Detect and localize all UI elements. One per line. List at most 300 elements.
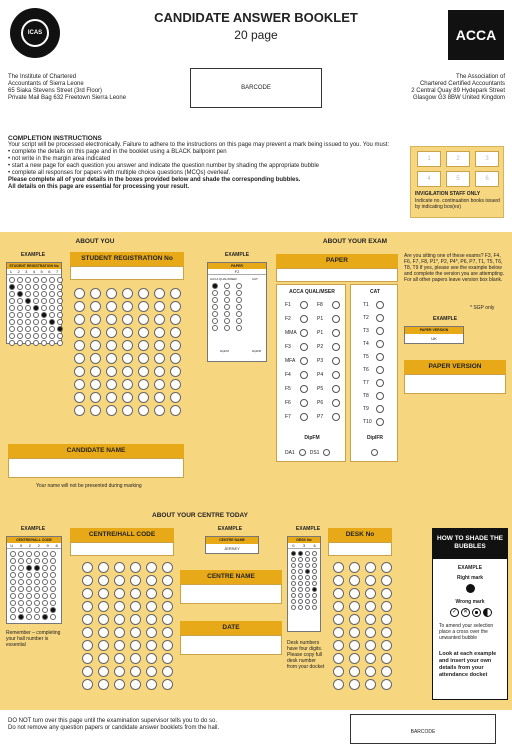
answer-bubble[interactable] [98, 653, 109, 664]
invigilation-box[interactable]: 2 [446, 151, 470, 167]
answer-bubble[interactable] [106, 301, 117, 312]
answer-bubble[interactable] [74, 353, 85, 364]
answer-bubble[interactable] [333, 575, 344, 586]
answer-bubble[interactable] [349, 653, 360, 664]
acca-paper-label: P4 [317, 372, 324, 378]
centre-code-char: 9 [46, 543, 49, 548]
answer-bubble [298, 551, 303, 556]
answer-bubble[interactable] [98, 614, 109, 625]
answer-bubble[interactable] [154, 379, 165, 390]
acca-paper-row [285, 329, 346, 337]
cat-paper-bubble[interactable] [376, 418, 384, 426]
acca-paper-bubble[interactable] [332, 301, 340, 309]
exam-example-value: F2 [208, 269, 266, 275]
answer-bubble[interactable] [98, 640, 109, 651]
answer-bubble[interactable] [82, 653, 93, 664]
cat-paper-bubble[interactable] [376, 392, 384, 400]
date-field[interactable] [180, 635, 282, 655]
desk-example-label: EXAMPLE [295, 526, 321, 532]
answer-bubble[interactable] [170, 288, 181, 299]
answer-bubble [26, 565, 32, 571]
answer-bubble [50, 558, 56, 564]
answer-bubble [49, 319, 55, 325]
answer-bubble[interactable] [130, 614, 141, 625]
answer-bubble[interactable] [170, 327, 181, 338]
answer-bubble[interactable] [349, 640, 360, 651]
cat-paper-label: T3 [363, 328, 369, 334]
answer-bubble[interactable] [154, 392, 165, 403]
answer-bubble [57, 284, 63, 290]
answer-bubble[interactable] [98, 575, 109, 586]
acca-paper-bubble[interactable] [332, 399, 340, 407]
answer-bubble[interactable] [74, 379, 85, 390]
answer-bubble[interactable] [138, 405, 149, 416]
answer-bubble [18, 607, 24, 613]
answer-bubble [41, 277, 47, 283]
answer-bubble[interactable] [106, 392, 117, 403]
answer-bubble [305, 563, 310, 568]
answer-bubble[interactable] [90, 327, 101, 338]
centre-name-field[interactable] [180, 584, 282, 604]
answer-bubble[interactable] [98, 588, 109, 599]
answer-bubble[interactable] [333, 562, 344, 573]
answer-bubble[interactable] [98, 562, 109, 573]
answer-bubble[interactable] [122, 366, 133, 377]
answer-bubble[interactable] [365, 666, 376, 677]
answer-bubble [49, 305, 55, 311]
answer-bubble [42, 565, 48, 571]
answer-bubble[interactable] [349, 588, 360, 599]
answer-bubble[interactable] [90, 314, 101, 325]
answer-bubble[interactable] [162, 562, 173, 573]
answer-bubble[interactable] [381, 640, 392, 651]
centre-example-code [7, 543, 61, 549]
answer-bubble[interactable] [138, 366, 149, 377]
answer-bubble[interactable] [130, 562, 141, 573]
answer-bubble[interactable] [122, 301, 133, 312]
answer-bubble[interactable] [122, 379, 133, 390]
answer-bubble[interactable] [82, 588, 93, 599]
answer-bubble[interactable] [154, 327, 165, 338]
acca-paper-bubble[interactable] [300, 385, 308, 393]
address-line: The Institute of Chartered [8, 74, 77, 80]
answer-bubble[interactable] [170, 405, 181, 416]
answer-bubble[interactable] [138, 392, 149, 403]
cat-paper-bubble[interactable] [376, 353, 384, 361]
answer-bubble[interactable] [130, 627, 141, 638]
answer-bubble[interactable] [365, 601, 376, 612]
acca-paper-bubble[interactable] [300, 357, 308, 365]
answer-bubble[interactable] [162, 575, 173, 586]
answer-bubble [26, 600, 32, 606]
answer-bubble[interactable] [170, 392, 181, 403]
answer-bubble[interactable] [82, 666, 93, 677]
answer-bubble [57, 312, 63, 318]
page-subtitle: 20 page [234, 28, 278, 42]
answer-bubble[interactable] [146, 575, 157, 586]
answer-bubble[interactable] [146, 653, 157, 664]
answer-bubble[interactable] [106, 379, 117, 390]
acca-paper-bubble[interactable] [332, 357, 340, 365]
answer-bubble[interactable] [146, 562, 157, 573]
answer-bubble[interactable] [130, 653, 141, 664]
answer-bubble [49, 312, 55, 318]
answer-bubble[interactable] [146, 588, 157, 599]
answer-bubble[interactable] [333, 666, 344, 677]
answer-bubble[interactable] [114, 640, 125, 651]
answer-bubble [305, 557, 310, 562]
answer-bubble[interactable] [162, 614, 173, 625]
answer-bubble[interactable] [114, 679, 125, 690]
answer-bubble[interactable] [146, 679, 157, 690]
answer-bubble[interactable] [333, 653, 344, 664]
answer-bubble[interactable] [138, 327, 149, 338]
answer-bubble[interactable] [130, 575, 141, 586]
answer-bubble[interactable] [162, 601, 173, 612]
answer-bubble[interactable] [365, 653, 376, 664]
answer-bubble[interactable] [106, 340, 117, 351]
answer-bubble [33, 291, 39, 297]
cat-paper-row [363, 301, 384, 309]
invigilation-box[interactable]: 6 [475, 171, 499, 187]
address-line: Accountants of Sierra Leone [8, 81, 84, 87]
answer-bubble [18, 558, 24, 564]
shade-amend: To amend your selection place a cross over the unwanted bubble [439, 623, 494, 641]
answer-bubble[interactable] [349, 601, 360, 612]
answer-bubble[interactable] [333, 627, 344, 638]
answer-bubble[interactable] [98, 601, 109, 612]
answer-bubble[interactable] [381, 575, 392, 586]
answer-bubble[interactable] [162, 666, 173, 677]
cat-paper-bubble[interactable] [376, 379, 384, 387]
answer-bubble[interactable] [333, 601, 344, 612]
answer-bubble[interactable] [114, 575, 125, 586]
invigilation-box[interactable]: 3 [475, 151, 499, 167]
answer-bubble[interactable] [122, 353, 133, 364]
answer-bubble[interactable] [114, 562, 125, 573]
answer-bubble[interactable] [114, 653, 125, 664]
answer-bubble[interactable] [74, 405, 85, 416]
answer-bubble[interactable] [90, 379, 101, 390]
example-label: EXAMPLE [20, 252, 46, 258]
centre-code-char: 8 [55, 543, 58, 548]
answer-bubble[interactable] [170, 379, 181, 390]
answer-bubble[interactable] [365, 562, 376, 573]
invigilation-box[interactable]: 4 [417, 171, 441, 187]
answer-bubble[interactable] [82, 614, 93, 625]
answer-bubble[interactable] [82, 575, 93, 586]
answer-bubble [305, 581, 310, 586]
answer-bubble[interactable] [170, 301, 181, 312]
answer-bubble[interactable] [82, 627, 93, 638]
answer-bubble [212, 304, 218, 310]
cat-paper-bubble[interactable] [376, 340, 384, 348]
answer-bubble [298, 599, 303, 604]
example-digit: 2 [17, 269, 20, 274]
answer-bubble [236, 304, 242, 310]
answer-bubble[interactable] [90, 366, 101, 377]
answer-bubble[interactable] [138, 301, 149, 312]
answer-bubble[interactable] [122, 327, 133, 338]
answer-bubble[interactable] [138, 288, 149, 299]
answer-bubble[interactable] [74, 340, 85, 351]
acca-paper-bubble[interactable] [300, 399, 308, 407]
answer-bubble [34, 607, 40, 613]
answer-bubble [305, 575, 310, 580]
acca-paper-row [285, 343, 346, 351]
answer-bubble [25, 319, 31, 325]
version-example-box [404, 326, 464, 344]
answer-bubble[interactable] [122, 392, 133, 403]
dipifr-bubble[interactable] [371, 449, 378, 456]
answer-bubble[interactable] [170, 340, 181, 351]
answer-bubble[interactable] [138, 379, 149, 390]
answer-bubble[interactable] [138, 353, 149, 364]
answer-bubble[interactable] [349, 627, 360, 638]
answer-bubble[interactable] [90, 392, 101, 403]
answer-bubble[interactable] [106, 314, 117, 325]
desk-example-digits [288, 543, 320, 549]
answer-bubble[interactable] [365, 575, 376, 586]
answer-bubble[interactable] [349, 562, 360, 573]
acca-paper-row [285, 357, 346, 365]
answer-bubble[interactable] [90, 405, 101, 416]
answer-bubble[interactable] [162, 627, 173, 638]
cat-paper-row [363, 353, 384, 361]
answer-bubble [33, 333, 39, 339]
answer-bubble[interactable] [170, 314, 181, 325]
answer-bubble[interactable] [162, 588, 173, 599]
answer-bubble[interactable] [74, 392, 85, 403]
answer-bubble[interactable] [74, 301, 85, 312]
answer-bubble[interactable] [381, 588, 392, 599]
answer-bubble[interactable] [90, 288, 101, 299]
answer-bubble[interactable] [74, 288, 85, 299]
centre-example-head: CENTRE/HALL CODE [7, 537, 61, 543]
answer-bubble[interactable] [106, 353, 117, 364]
cat-paper-bubble[interactable] [376, 301, 384, 309]
acca-paper-bubble[interactable] [300, 343, 308, 351]
exam-example-col3: DipFM [220, 349, 229, 353]
candidate-name-title: CANDIDATE NAME [8, 444, 184, 458]
icas-logo-inner: ICAS [21, 19, 49, 47]
answer-bubble [42, 614, 48, 620]
answer-bubble [34, 600, 40, 606]
acca-paper-label: P1 [317, 316, 324, 322]
answer-bubble[interactable] [74, 366, 85, 377]
answer-bubble[interactable] [106, 288, 117, 299]
answer-bubble[interactable] [130, 666, 141, 677]
answer-bubble[interactable] [114, 601, 125, 612]
answer-bubble[interactable] [114, 627, 125, 638]
answer-bubble[interactable] [365, 614, 376, 625]
answer-bubble[interactable] [130, 679, 141, 690]
answer-bubble[interactable] [82, 679, 93, 690]
address-line: Chartered Certified Accountants [419, 81, 505, 87]
answer-bubble [9, 284, 15, 290]
wrong-mark-bubble: ✕ [462, 609, 469, 615]
answer-bubble[interactable] [106, 327, 117, 338]
answer-bubble [224, 290, 230, 296]
answer-bubble[interactable] [365, 679, 376, 690]
answer-bubble[interactable] [114, 588, 125, 599]
answer-bubble[interactable] [381, 679, 392, 690]
answer-bubble[interactable] [349, 679, 360, 690]
answer-bubble[interactable] [130, 588, 141, 599]
answer-bubble[interactable] [154, 353, 165, 364]
answer-bubble[interactable] [349, 666, 360, 677]
answer-bubble[interactable] [146, 666, 157, 677]
cat-paper-row [363, 327, 384, 335]
acca-paper-bubble[interactable] [300, 315, 308, 323]
answer-bubble [57, 319, 63, 325]
answer-bubble [18, 565, 24, 571]
acca-paper-bubble[interactable] [332, 371, 340, 379]
answer-bubble[interactable] [106, 366, 117, 377]
desk-example-head: DESK No [288, 537, 320, 543]
acca-paper-bubble[interactable] [300, 301, 308, 309]
answer-bubble[interactable] [130, 640, 141, 651]
cat-paper-label: T1 [363, 302, 369, 308]
answer-bubble[interactable] [333, 614, 344, 625]
cat-paper-label: T10 [363, 419, 372, 425]
answer-bubble[interactable] [74, 327, 85, 338]
answer-bubble[interactable] [381, 653, 392, 664]
candidate-name-field[interactable] [8, 458, 184, 478]
answer-bubble [41, 312, 47, 318]
answer-bubble[interactable] [82, 640, 93, 651]
invigilation-box[interactable]: 5 [446, 171, 470, 187]
answer-bubble[interactable] [122, 340, 133, 351]
cat-paper-bubble[interactable] [376, 327, 384, 335]
answer-bubble[interactable] [365, 627, 376, 638]
answer-bubble[interactable] [381, 666, 392, 677]
answer-bubble[interactable] [365, 588, 376, 599]
cat-paper-bubble[interactable] [376, 366, 384, 374]
answer-bubble[interactable] [122, 314, 133, 325]
answer-bubble [26, 579, 32, 585]
answer-bubble[interactable] [98, 679, 109, 690]
acca-paper-bubble[interactable] [332, 385, 340, 393]
answer-bubble[interactable] [154, 405, 165, 416]
answer-bubble [312, 605, 317, 610]
answer-bubble[interactable] [154, 366, 165, 377]
about-you-title: ABOUT YOU [75, 238, 115, 245]
answer-bubble[interactable] [154, 301, 165, 312]
answer-bubble [10, 579, 16, 585]
answer-bubble [42, 607, 48, 613]
answer-bubble[interactable] [82, 562, 93, 573]
acca-paper-label: P1 [317, 330, 324, 336]
answer-bubble[interactable] [349, 614, 360, 625]
answer-bubble[interactable] [381, 562, 392, 573]
answer-bubble[interactable] [82, 601, 93, 612]
answer-bubble[interactable] [365, 640, 376, 651]
answer-bubble[interactable] [122, 405, 133, 416]
answer-bubble[interactable] [146, 640, 157, 651]
invigilation-box[interactable]: 1 [417, 151, 441, 167]
answer-bubble[interactable] [90, 301, 101, 312]
acca-paper-bubble[interactable] [332, 343, 340, 351]
centre-name-example-label: EXAMPLE [217, 526, 243, 532]
acca-paper-label: F6 [285, 400, 291, 406]
answer-bubble[interactable] [170, 353, 181, 364]
answer-bubble[interactable] [74, 314, 85, 325]
acca-paper-bubble[interactable] [332, 315, 340, 323]
answer-bubble[interactable] [170, 366, 181, 377]
paper-version-field[interactable] [404, 374, 506, 394]
acca-paper-bubble[interactable] [300, 371, 308, 379]
answer-bubble[interactable] [333, 640, 344, 651]
answer-bubble[interactable] [333, 588, 344, 599]
answer-bubble[interactable] [122, 288, 133, 299]
answer-bubble[interactable] [154, 288, 165, 299]
answer-bubble[interactable] [98, 627, 109, 638]
example-digit: 1 [9, 269, 12, 274]
answer-bubble[interactable] [146, 627, 157, 638]
student-reg-entry[interactable] [70, 266, 184, 280]
example-digit: 3 [25, 269, 28, 274]
answer-bubble[interactable] [381, 614, 392, 625]
answer-bubble [305, 587, 310, 592]
acca-paper-bubble[interactable] [332, 413, 340, 421]
cat-paper-row [363, 418, 384, 426]
answer-bubble [41, 298, 47, 304]
shade-look: Look at each example and insert your own details from your attendance docket [439, 651, 497, 678]
answer-bubble[interactable] [154, 340, 165, 351]
answer-bubble [18, 551, 24, 557]
answer-bubble[interactable] [114, 666, 125, 677]
answer-bubble [33, 340, 39, 346]
answer-bubble[interactable] [90, 353, 101, 364]
answer-bubble [291, 587, 296, 592]
answer-bubble[interactable] [146, 601, 157, 612]
cat-paper-bubble[interactable] [376, 314, 384, 322]
example-reg-panel [6, 262, 62, 344]
answer-bubble[interactable] [130, 601, 141, 612]
answer-bubble[interactable] [98, 666, 109, 677]
desk-entry[interactable] [328, 542, 392, 556]
dipfm-bubble[interactable] [299, 449, 306, 456]
acca-paper-bubble[interactable] [332, 329, 340, 337]
answer-bubble[interactable] [349, 575, 360, 586]
answer-bubble[interactable] [333, 679, 344, 690]
dipfm-bubble[interactable] [323, 449, 330, 456]
answer-bubble [298, 593, 303, 598]
answer-bubble[interactable] [114, 614, 125, 625]
paper-entry[interactable] [276, 268, 398, 282]
answer-bubble[interactable] [162, 653, 173, 664]
answer-bubble[interactable] [138, 340, 149, 351]
answer-bubble[interactable] [154, 314, 165, 325]
answer-bubble[interactable] [138, 314, 149, 325]
answer-bubble[interactable] [162, 640, 173, 651]
answer-bubble[interactable] [381, 627, 392, 638]
acca-paper-bubble[interactable] [300, 329, 308, 337]
cat-paper-bubble[interactable] [376, 405, 384, 413]
acca-paper-bubble[interactable] [300, 413, 308, 421]
answer-bubble[interactable] [106, 405, 117, 416]
answer-bubble [298, 563, 303, 568]
centre-code-entry[interactable] [70, 542, 174, 556]
answer-bubble[interactable] [381, 601, 392, 612]
acca-paper-label: F1 [285, 302, 291, 308]
answer-bubble[interactable] [146, 614, 157, 625]
answer-bubble[interactable] [162, 679, 173, 690]
answer-bubble [17, 340, 23, 346]
acca-paper-row [285, 385, 346, 393]
answer-bubble[interactable] [90, 340, 101, 351]
